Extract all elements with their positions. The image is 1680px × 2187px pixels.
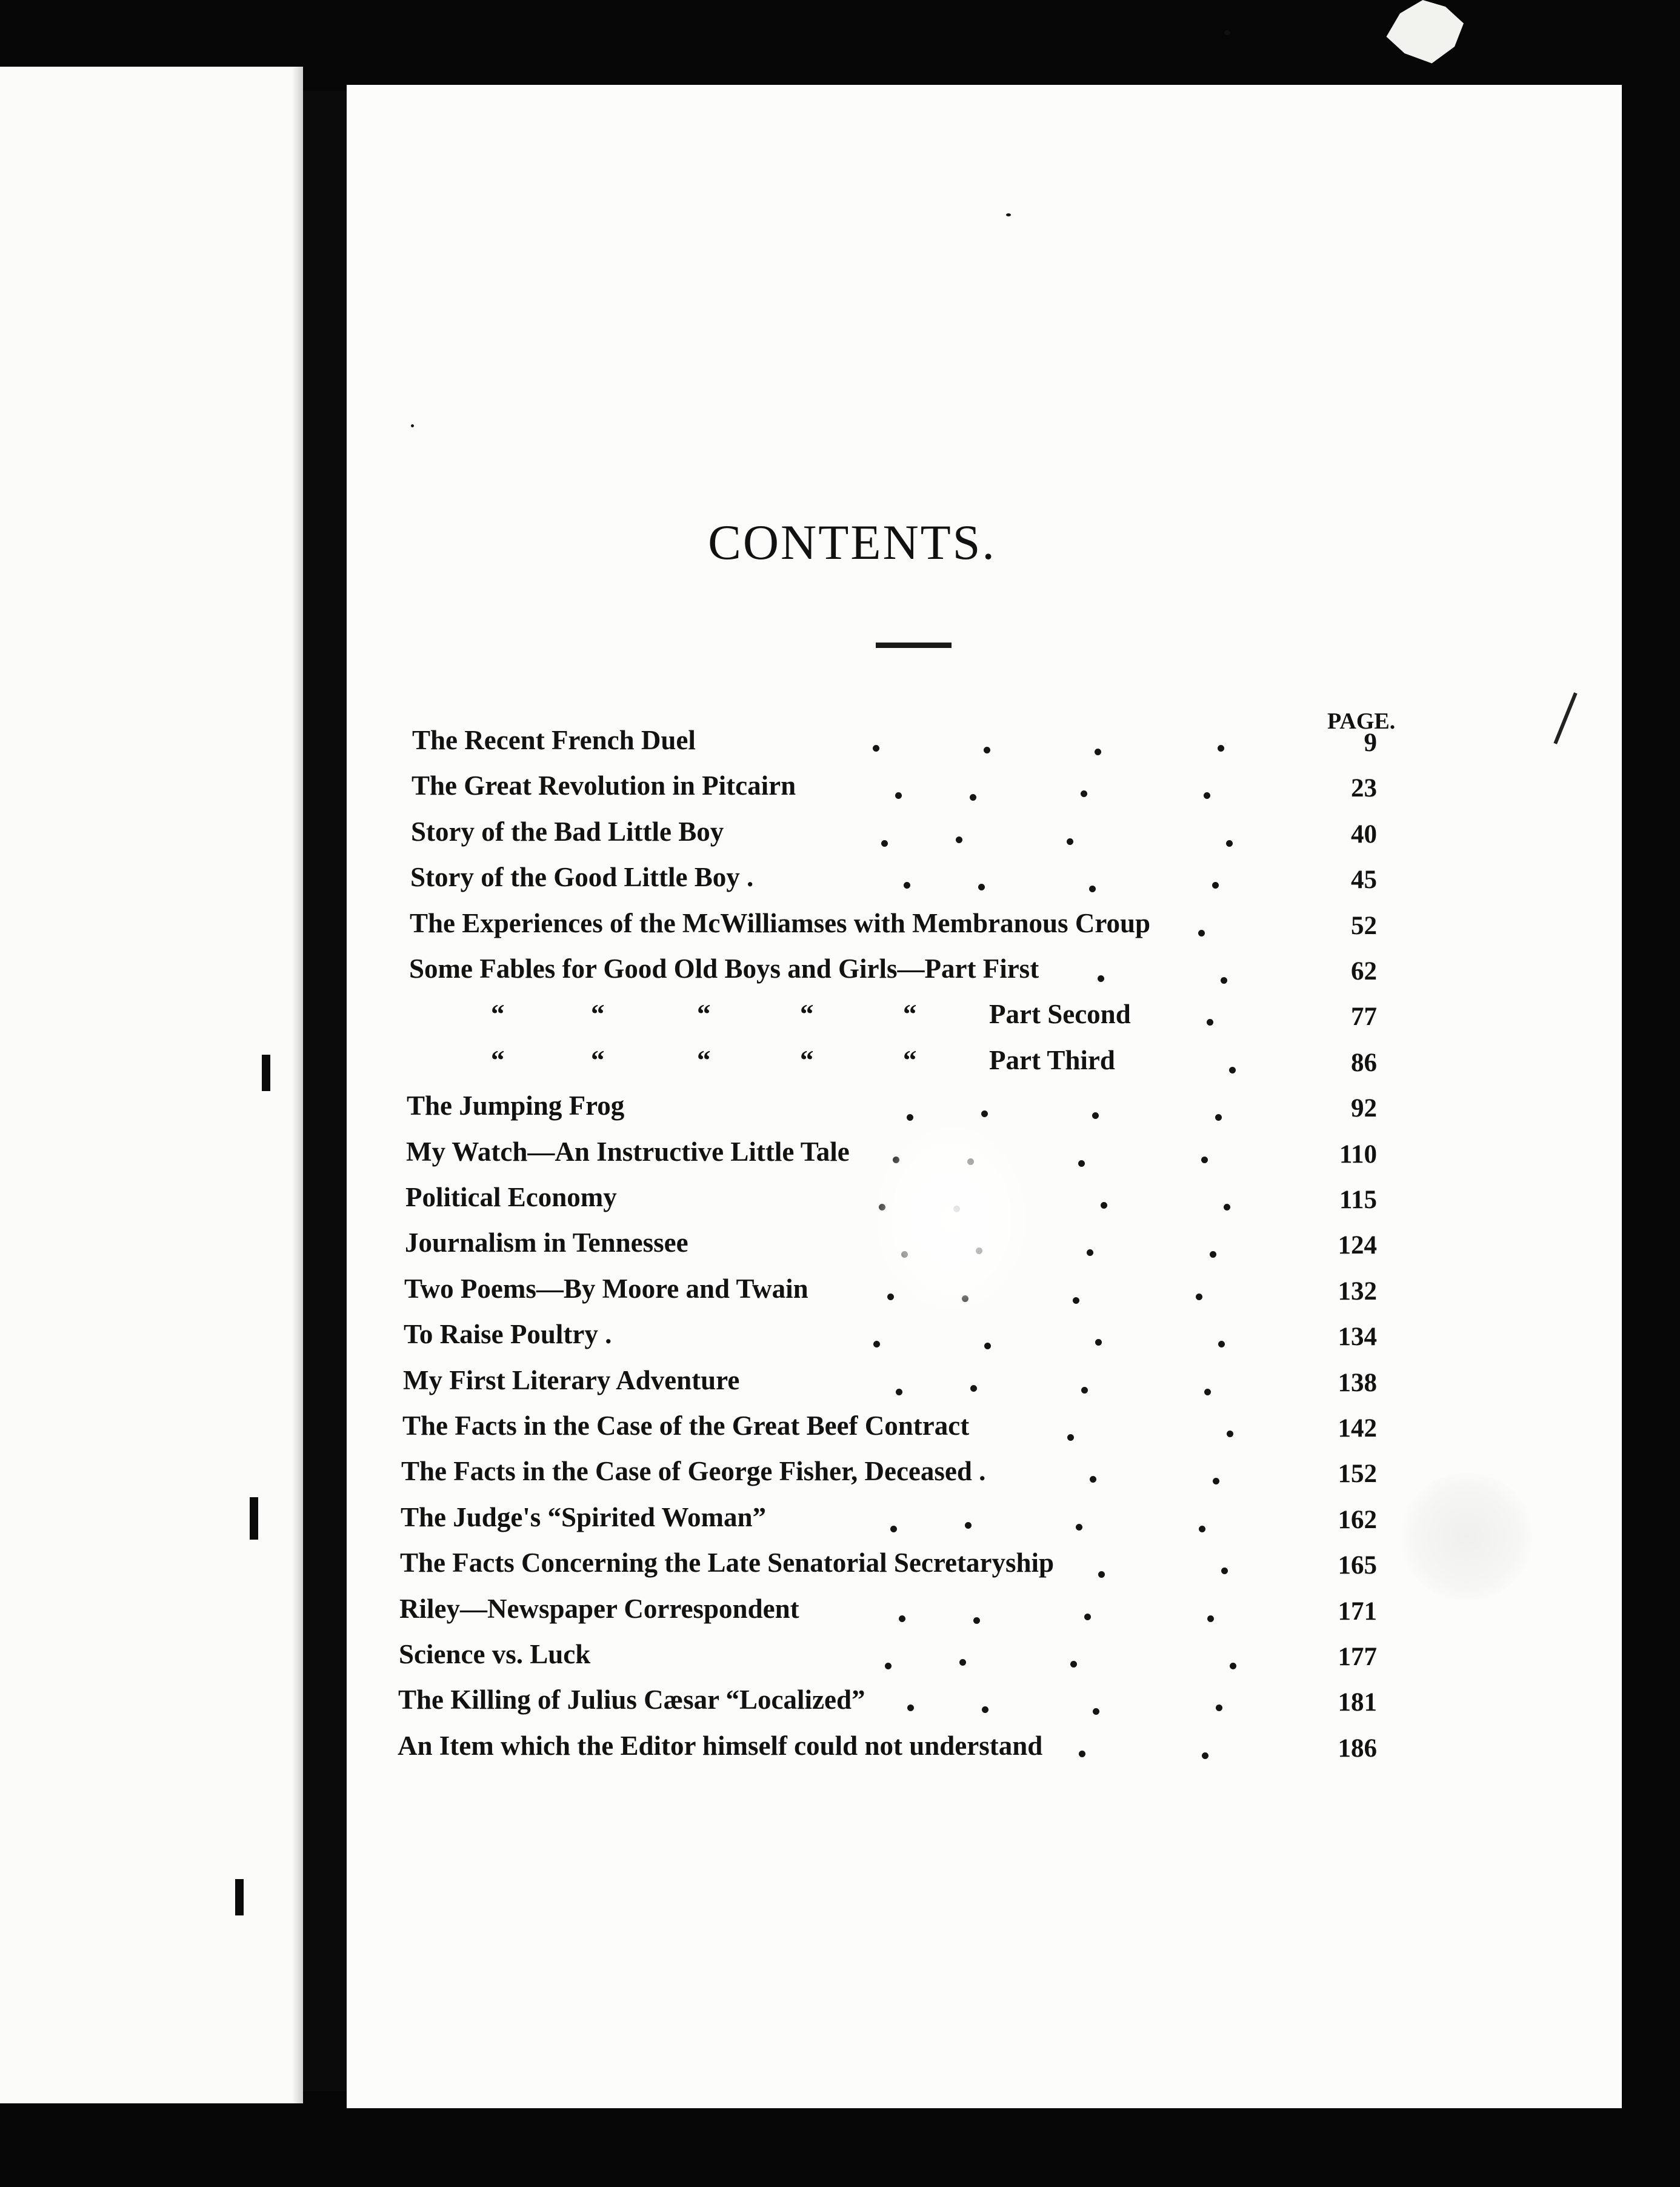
toc-entry <box>0 1044 1680 1083</box>
leader-dot <box>881 840 888 847</box>
leader-dot <box>959 1659 966 1666</box>
leader-dot <box>1221 1568 1228 1574</box>
toc-entry-title: An Item which the Editor himself could not understand <box>398 1731 1043 1761</box>
toc-entry <box>0 953 1680 992</box>
leader-dot <box>970 1385 977 1392</box>
leader-dot <box>1207 1615 1214 1622</box>
toc-entry <box>0 1455 1680 1494</box>
leader-dot <box>1078 1160 1085 1167</box>
toc-entry <box>0 724 1680 763</box>
toc-entry-page-number: 124 <box>1338 1231 1377 1260</box>
leader-dot <box>1098 1571 1105 1578</box>
toc-entry-page-number: 62 <box>1351 957 1377 986</box>
leader-dot <box>970 794 976 801</box>
toc-entry-page-number: 138 <box>1338 1369 1377 1397</box>
leader-dot <box>1204 792 1210 799</box>
leader-dot <box>873 745 879 752</box>
leader-dot <box>1098 975 1104 982</box>
toc-entry-title: The Great Revolution in Pitcairn <box>412 770 796 801</box>
worn-paper-spot <box>873 1121 1030 1315</box>
toc-entry-title: The Judge's “Spirited Woman” <box>401 1502 767 1532</box>
toc-entry-page-number: 52 <box>1351 912 1377 940</box>
page-column-label: PAGE. <box>1327 709 1396 734</box>
leader-dot <box>896 1389 902 1395</box>
toc-entry-title: The Facts Concerning the Late Senatorial Secretaryship <box>400 1548 1055 1578</box>
leader-dot <box>1196 1294 1202 1300</box>
toc-entry-title: Two Poems—By Moore and Twain <box>404 1274 808 1304</box>
toc-entry-page-number: 23 <box>1351 774 1377 803</box>
leader-dot <box>981 1110 988 1117</box>
toc-entry-title: The Facts in the Case of the Great Beef Contract <box>402 1411 970 1441</box>
toc-entry <box>0 1410 1680 1449</box>
toc-entry-title: Science vs. Luck <box>399 1639 591 1669</box>
leader-dot <box>1067 1434 1074 1441</box>
leader-dot <box>956 836 962 843</box>
leader-dot <box>1198 930 1205 937</box>
toc-entry <box>0 1318 1680 1357</box>
leader-dot <box>1216 1705 1222 1711</box>
toc-entry-title: To Raise Poultry . <box>404 1319 612 1349</box>
toc-entry-page-number: 86 <box>1351 1049 1377 1077</box>
leader-dot <box>1092 1112 1099 1119</box>
leader-dot <box>978 884 985 890</box>
toc-entry <box>0 1501 1680 1540</box>
toc-entry <box>0 1364 1680 1403</box>
toc-entry-page-number: 134 <box>1338 1323 1377 1351</box>
toc-entry-page-number: 92 <box>1351 1094 1377 1123</box>
leader-dot <box>1218 1341 1225 1347</box>
toc-entry <box>0 770 1680 809</box>
toc-entry <box>0 1136 1680 1175</box>
toc-entry <box>0 1547 1680 1586</box>
leader-dot <box>1207 1019 1213 1026</box>
leader-dot <box>1210 1251 1216 1258</box>
toc-entry-title: Riley—Newspaper Correspondent <box>399 1594 799 1624</box>
toc-entry <box>0 1227 1680 1266</box>
leader-dot <box>1221 977 1227 984</box>
toc-entry-page-number: 110 <box>1339 1140 1377 1169</box>
toc-entry-title: The Jumping Frog <box>407 1090 625 1121</box>
toc-entry <box>0 1638 1680 1677</box>
leader-dot <box>1213 1478 1219 1484</box>
leader-dot <box>1218 745 1224 752</box>
toc-entry <box>0 861 1680 900</box>
ditto-mark: “ <box>491 1045 505 1075</box>
leader-dot <box>965 1522 972 1529</box>
ditto-mark: “ <box>491 999 505 1029</box>
toc-entry-title: Story of the Bad Little Boy <box>411 816 724 847</box>
toc-entry <box>0 1273 1680 1312</box>
leader-dot <box>1081 790 1087 797</box>
toc-entry-page-number: 186 <box>1338 1734 1377 1763</box>
leader-dot <box>1070 1661 1077 1668</box>
leader-dot <box>1087 1249 1093 1256</box>
toc-entry-page-number: 45 <box>1351 866 1377 894</box>
leader-dot <box>1224 1204 1230 1210</box>
leader-dot <box>1204 1389 1211 1395</box>
page-title: CONTENTS. <box>708 515 996 570</box>
leader-dot <box>1101 1202 1107 1209</box>
toc-entry-page-number: 152 <box>1338 1460 1377 1488</box>
leader-dot <box>1212 882 1219 889</box>
leader-dot <box>907 1705 914 1711</box>
toc-entry-page-number: 177 <box>1338 1643 1377 1671</box>
leader-dot <box>1093 1708 1099 1715</box>
leader-dot <box>1230 1663 1236 1669</box>
toc-entry-page-number: 77 <box>1351 1003 1377 1031</box>
ditto-mark: “ <box>903 999 917 1029</box>
leader-dot <box>899 1615 905 1622</box>
leader-dot <box>887 1294 894 1300</box>
toc-entry-page-number: 132 <box>1338 1277 1377 1306</box>
toc-entry <box>0 1684 1680 1723</box>
leader-dot <box>973 1617 980 1624</box>
leader-dot <box>1073 1297 1079 1304</box>
leader-dot <box>1090 1476 1096 1483</box>
toc-entry-title: Story of the Good Little Boy . <box>410 862 754 892</box>
ditto-mark: “ <box>591 1045 605 1075</box>
toc-entry-page-number: 40 <box>1351 820 1377 849</box>
toc-entry-title: My Watch—An Instructive Little Tale <box>406 1137 850 1167</box>
leader-dot <box>890 1526 897 1532</box>
toc-entry-page-number: 142 <box>1338 1414 1377 1443</box>
leader-dot <box>1229 1067 1236 1073</box>
toc-entry-title: The Recent French Duel <box>412 725 696 755</box>
toc-entry <box>0 907 1680 946</box>
toc-entry-title: Some Fables for Good Old Boys and Girls—Part First <box>409 953 1039 984</box>
leader-dot <box>904 882 910 889</box>
leader-dot <box>1227 1431 1233 1437</box>
toc-entry <box>0 1593 1680 1632</box>
leader-dot <box>1081 1387 1088 1394</box>
toc-entry-title: Journalism in Tennessee <box>405 1227 688 1258</box>
toc-entry-title: Part Third <box>989 1045 1115 1075</box>
toc-entry-page-number: 115 <box>1339 1186 1377 1214</box>
toc-entry-title: My First Literary Adventure <box>403 1365 740 1395</box>
leader-dot <box>885 1663 892 1669</box>
leader-dot <box>984 1343 991 1349</box>
toc-entry-title: Part Second <box>989 999 1131 1029</box>
toc-entry <box>0 998 1680 1037</box>
ditto-mark: “ <box>800 999 814 1029</box>
leader-dot <box>982 1706 988 1713</box>
leader-dot <box>1095 749 1101 755</box>
leader-dot <box>984 747 990 753</box>
leader-dot <box>1215 1114 1222 1121</box>
leader-dot <box>895 792 902 799</box>
toc-entry-page-number: 9 <box>1364 729 1377 757</box>
toc-entry-title: The Facts in the Case of George Fisher, Deceased . <box>401 1456 986 1486</box>
leader-dot <box>1067 838 1073 845</box>
ditto-mark: “ <box>800 1045 814 1075</box>
leader-dot <box>1199 1526 1205 1532</box>
toc-entry-page-number: 165 <box>1338 1551 1377 1580</box>
toc-entry <box>0 1181 1680 1220</box>
leader-dot <box>1076 1524 1082 1531</box>
leader-dot <box>1201 1157 1208 1163</box>
leader-dot <box>1089 886 1096 892</box>
toc-entry-title: The Killing of Julius Cæsar “Localized” <box>398 1684 865 1715</box>
leader-dot <box>1079 1751 1085 1757</box>
leader-dot <box>873 1341 880 1347</box>
toc-entry-title: The Experiences of the McWilliamses with Membranous Croup <box>410 908 1151 938</box>
ditto-mark: “ <box>697 999 711 1029</box>
leader-dot <box>1226 840 1233 847</box>
toc-entry <box>0 1730 1680 1769</box>
toc-entry-page-number: 162 <box>1338 1506 1377 1534</box>
leader-dot <box>1202 1752 1208 1759</box>
toc-entry-page-number: 171 <box>1338 1597 1377 1626</box>
ditto-mark: “ <box>591 999 605 1029</box>
leader-dot <box>907 1114 913 1121</box>
leader-dot <box>1084 1614 1091 1620</box>
ditto-mark: “ <box>697 1045 711 1075</box>
toc-entry <box>0 1090 1680 1129</box>
leader-dot <box>1095 1339 1102 1346</box>
toc-entry-page-number: 181 <box>1338 1688 1377 1717</box>
toc-entry <box>0 816 1680 855</box>
ditto-mark: “ <box>903 1045 917 1075</box>
toc-entry-title: Political Economy <box>405 1182 617 1212</box>
